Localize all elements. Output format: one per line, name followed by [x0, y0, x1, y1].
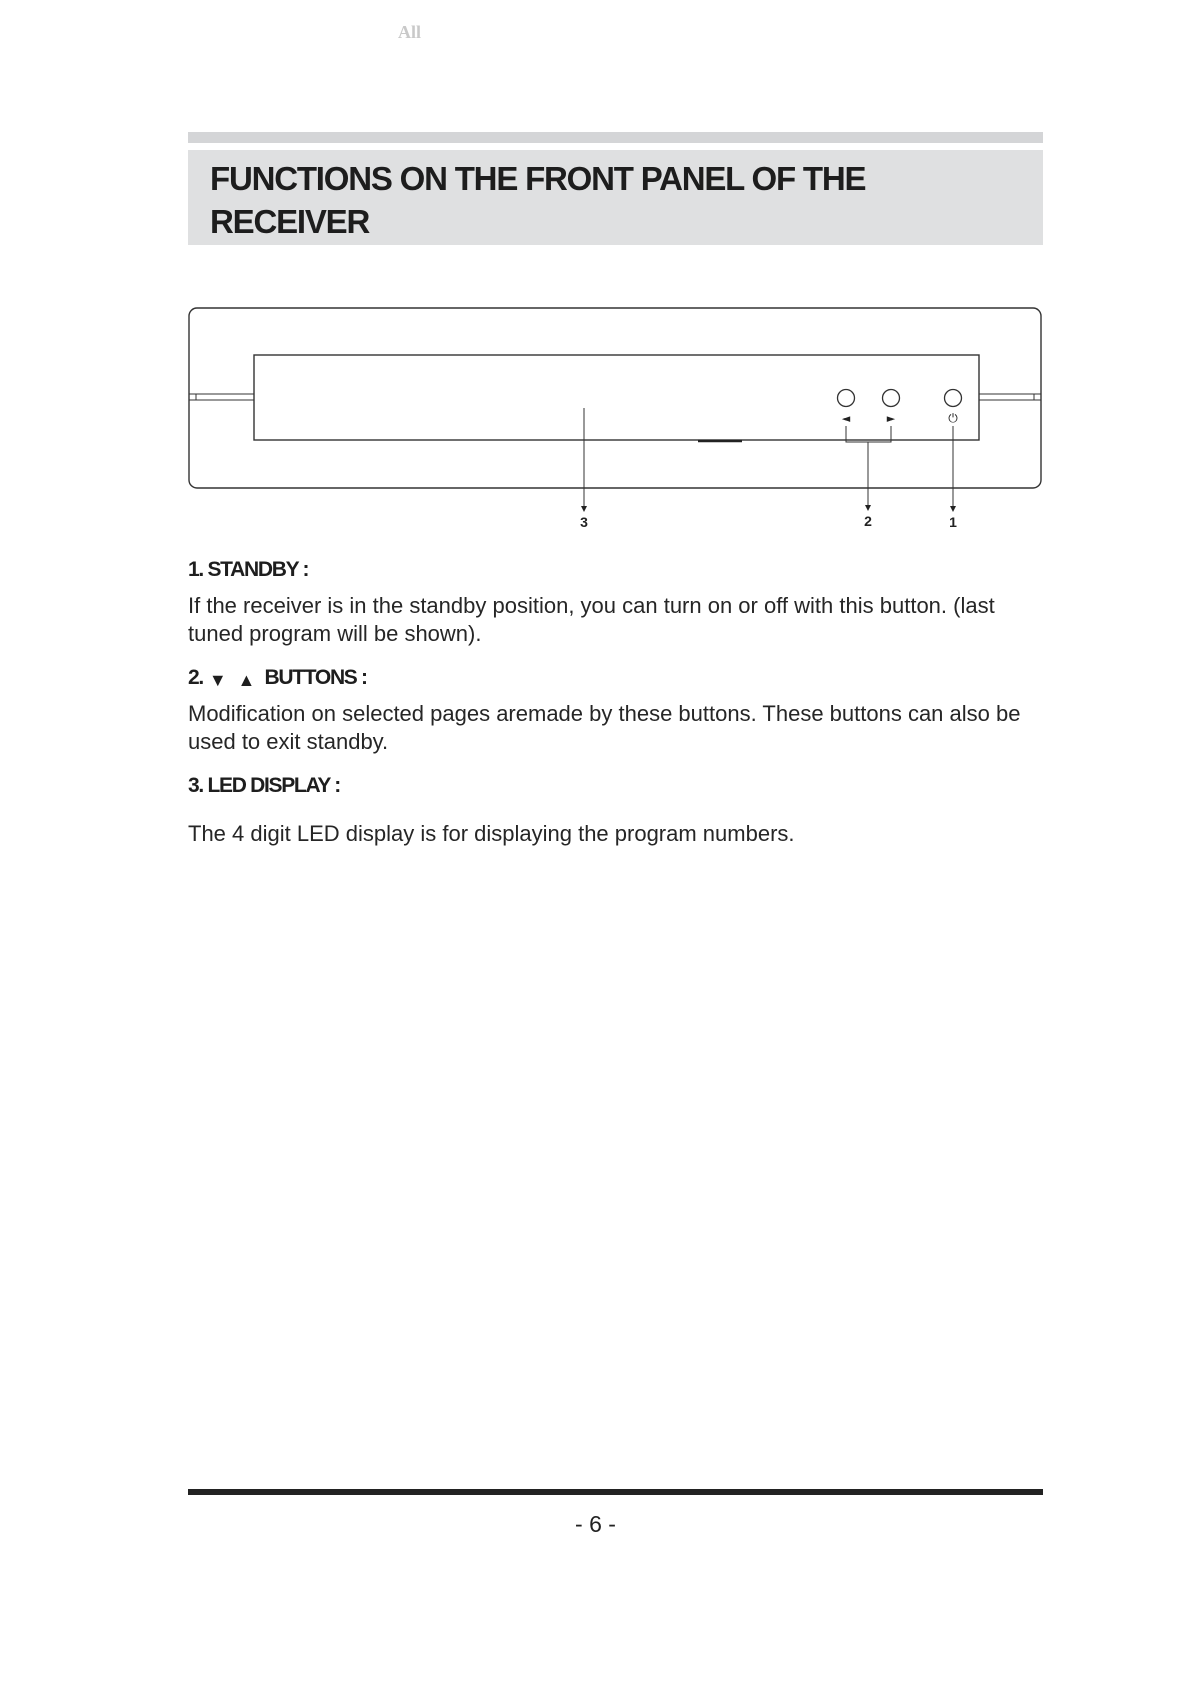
callout-arrow-3	[581, 506, 587, 512]
callout-label-1: 1	[949, 514, 957, 530]
front-face	[254, 355, 979, 440]
right-rail-tab	[1034, 394, 1041, 400]
watermark-text: All	[398, 22, 422, 42]
section-body: Modification on selected pages aremade by these buttons. These buttons can also be used to exit standby.	[188, 701, 1021, 754]
title-banner	[188, 150, 1043, 245]
content	[188, 558, 1043, 848]
section-standby	[188, 558, 1043, 648]
callout-arrow-2	[865, 505, 871, 511]
section-body: If the receiver is in the standby position, you can turn on or off with this button. (last tuned program will be shown).	[188, 593, 995, 646]
top-rule	[188, 132, 1043, 143]
section-heading: 3. LED DISPLAY :	[188, 774, 340, 797]
left-rail-tab	[189, 394, 196, 400]
power-button	[945, 390, 962, 407]
left-button	[838, 390, 855, 407]
page-number: - 6 -	[575, 1511, 616, 1537]
section-buttons	[188, 666, 1043, 756]
front-panel-diagram	[186, 300, 1046, 540]
up-arrow-icon: ▲	[237, 670, 254, 690]
page-title: FUNCTIONS ON THE FRONT PANEL OF THE RECEIVER	[210, 160, 866, 240]
callout-label-2: 2	[864, 513, 872, 529]
section-led-display	[188, 774, 1043, 848]
section-heading: 2. ▼ ▲ BUTTONS :	[188, 666, 367, 690]
left-arrow-icon: ◄	[841, 412, 851, 425]
power-icon: ⏻	[948, 411, 958, 425]
right-arrow-icon: ►	[886, 412, 896, 425]
down-arrow-icon: ▼	[208, 670, 226, 690]
bottom-rule	[188, 1489, 1043, 1495]
callout-label-3: 3	[580, 514, 588, 530]
right-button	[883, 390, 900, 407]
section-heading: 1. STANDBY :	[188, 558, 309, 581]
section-body: The 4 digit LED display is for displaying the program numbers.	[188, 821, 795, 846]
callout-arrow-1	[950, 506, 956, 512]
